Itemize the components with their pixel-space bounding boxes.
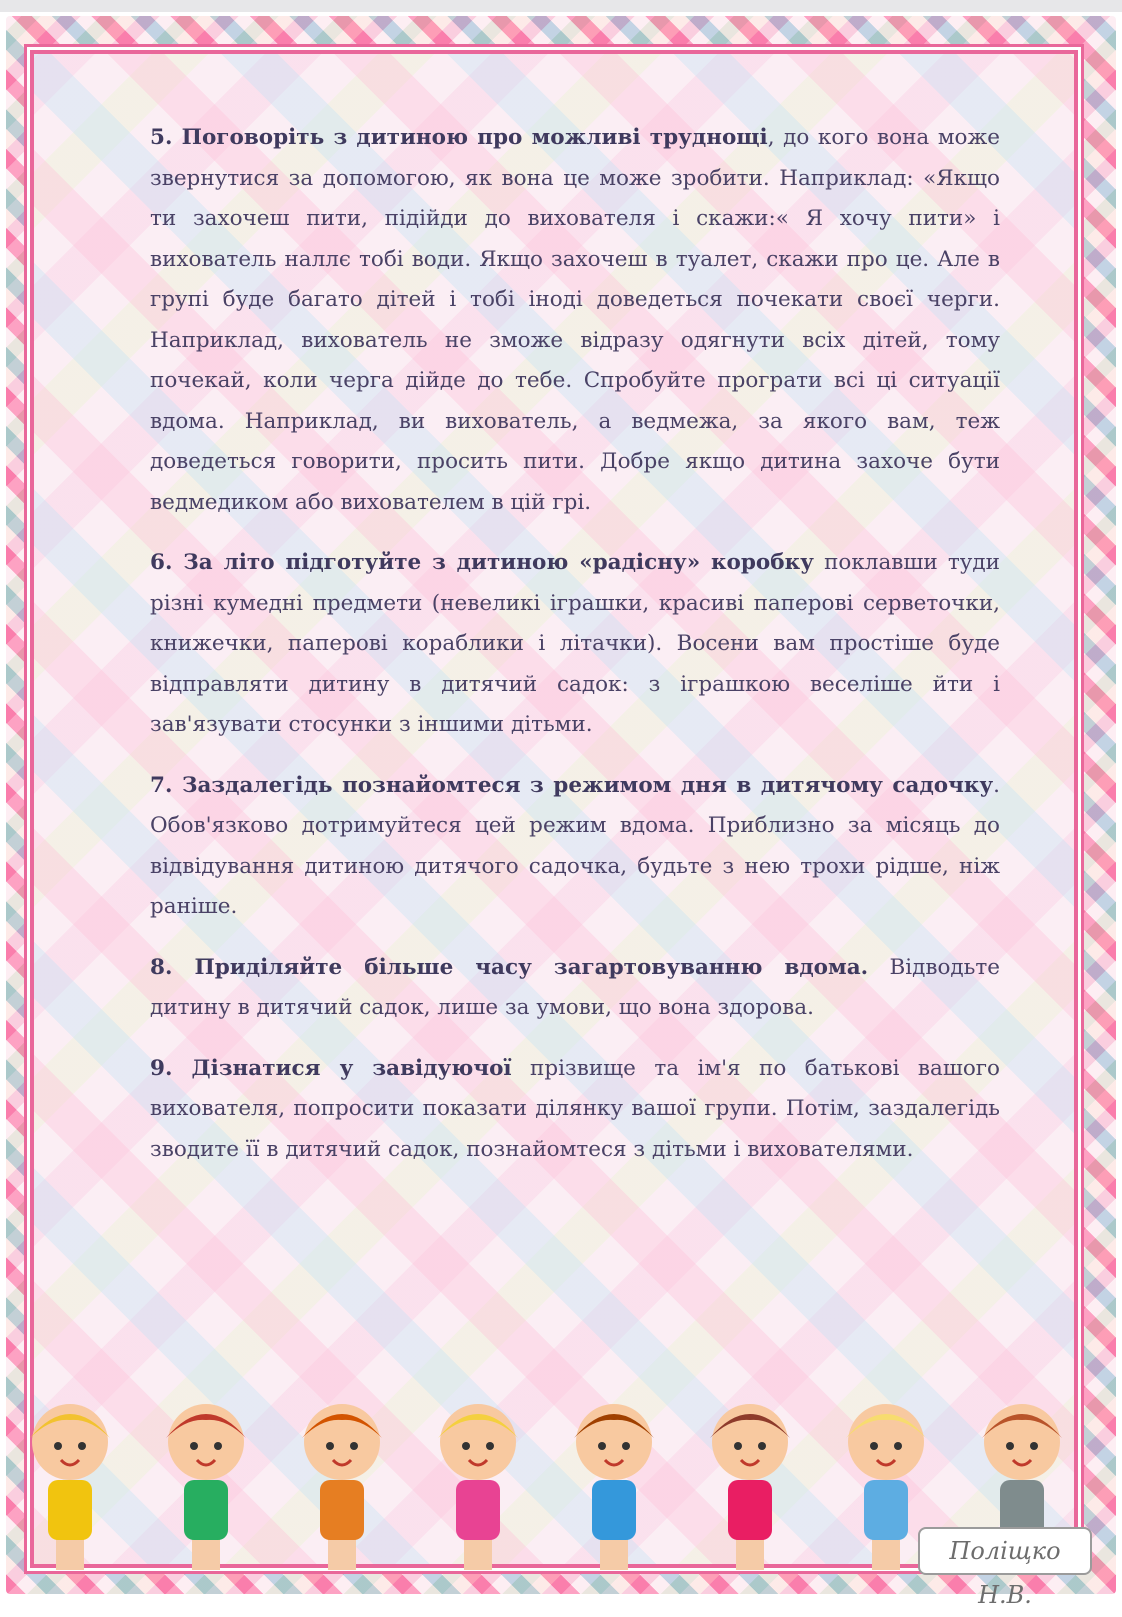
- tip-8-heading: 8. Приділяйте більше часу загартовуванню вдома.: [150, 954, 869, 980]
- tip-6-text: поклавши туди різні кумедні предмети (невеликі іграшки, красиві паперові серветочки, книжечки, паперові кораблики і літачки). Восени вам простіше буде відправляти дитину в дитячий садок: з іграшкою веселіше йти і зав'язувати стосунки з іншими дітьми.: [150, 550, 1000, 737]
- tip-8: [150, 948, 1000, 1029]
- tip-9-text: прізвище та ім'я по батькові вашого вихователя, попросити показати ділянку вашої групи. Потім, заздалегідь зводите її в дитячий садок, познайомтеся з дітьми і вихователями.: [150, 1055, 1000, 1162]
- tip-9: [150, 1049, 1000, 1171]
- tip-7-heading: 7. Заздалегідь познайомтеся з режимом дня в дитячому садочку: [150, 772, 994, 798]
- tip-7-text: . Обов'язково дотримуйтеся цей режим вдома. Приблизно за місяць до відвідування дитиною дитячого садочка, будьте з нею трохи рідше, ніж раніше.: [150, 772, 1000, 919]
- child-figure-icon: [166, 1404, 246, 1570]
- child-figure-icon: [438, 1404, 518, 1570]
- child-figure-icon: [574, 1404, 654, 1570]
- tip-6: [150, 543, 1000, 746]
- top-strip: [0, 0, 1122, 12]
- tip-8-text: Відводьте дитину в дитячий садок, лише за умови, що вона здорова.: [150, 954, 1000, 1020]
- tip-9-heading: 9. Дізнатися у завідуючої: [150, 1055, 512, 1081]
- document-body: [150, 118, 1000, 1190]
- tip-5: [150, 118, 1000, 523]
- tip-5-heading: 5. Поговоріть з дитиною про можливі труднощі: [150, 125, 768, 150]
- tip-7: [150, 766, 1000, 928]
- child-figure-icon: [846, 1404, 926, 1570]
- child-figure-icon: [710, 1404, 790, 1570]
- author-signature: Поліщко Н.В.: [918, 1527, 1092, 1575]
- tip-6-heading: 6. За літо підготуйте з дитиною «радісну» коробку: [150, 550, 814, 575]
- child-figure-icon: [302, 1404, 382, 1570]
- child-figure-icon: [30, 1404, 110, 1570]
- tip-5-text: , до кого вона може звернутися за допомогою, як вона це може зробити. Наприклад: «Якщо ти захочеш пити, підійди до вихователя і скажи:« Я хочу пити» і вихователь наллє тобі води. Якщо захочеш в туалет, скажи про це. Але в групі буде багато дітей і тобі іноді доведеться почекати своєї черги. Наприклад, вихователь не зможе відразу одягнути всіх дітей, тому почекай, коли черга дійде до тебе. Спробуйте програти всі ці ситуації вдома. Наприклад, ви вихователь, а ведмежа, за якого вам, теж доведеться говорити, просить пити. Добре якщо дитина захоче бути ведмедиком або вихователем в цій грі.: [150, 125, 1000, 515]
